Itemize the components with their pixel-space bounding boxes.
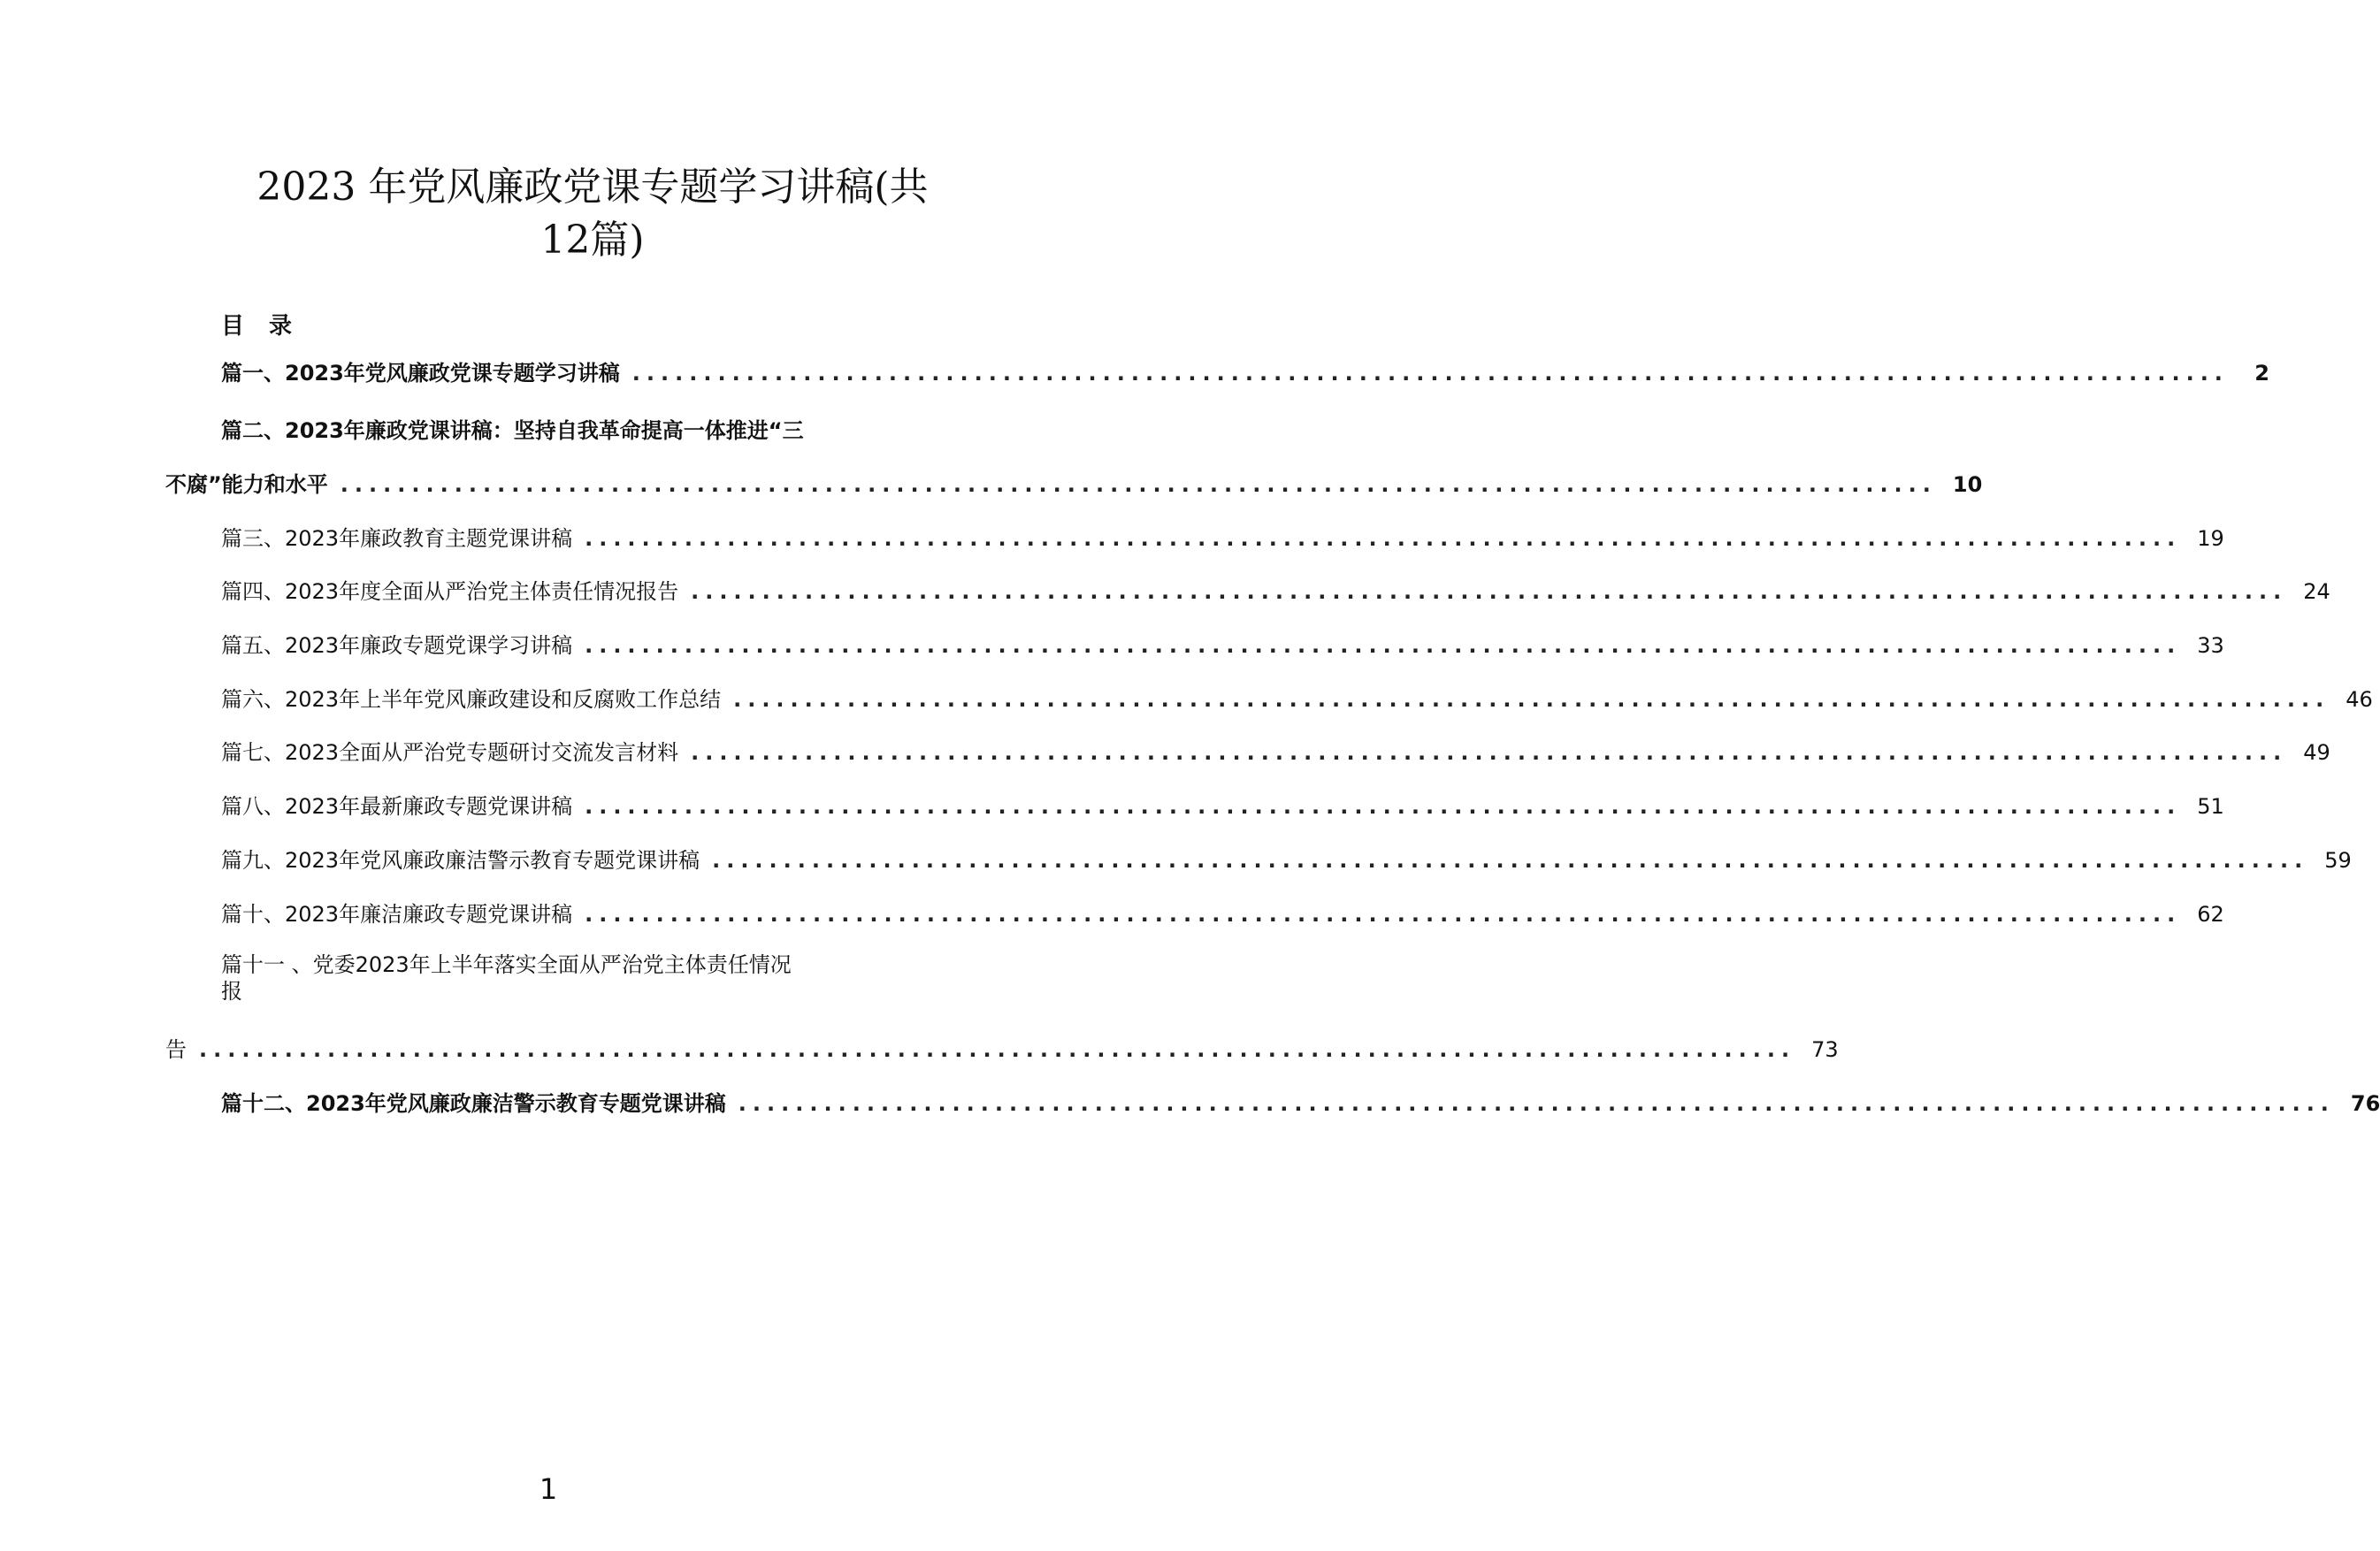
toc-heading: 目录 [221,313,318,340]
toc-leader-dots: ................................................................................................................ [585,794,2182,819]
toc-leader-dots: ................................................................................................................ [738,1091,2335,1116]
toc-item-8-text: 篇八、2023年最新廉政专题党课讲稿 [221,794,573,819]
toc-item-12-page: 76 [2350,1091,2380,1116]
toc-leader-dots: ................................................................................................................ [585,526,2182,551]
toc-item-8-page: 51 [2197,794,2224,819]
toc-item-2-page: 10 [1952,472,1983,497]
toc-item-5-page: 33 [2197,633,2224,658]
toc-item-5-text: 篇五、2023年廉政专题党课学习讲稿 [221,633,573,658]
toc-leader-dots: ................................................................................................................ [631,361,2229,386]
toc-item-6-text: 篇六、2023年上半年党风廉政建设和反腐败工作总结 [221,687,722,712]
toc-item-7-page: 49 [2303,740,2330,765]
toc-leader-dots: ................................................................................................................ [733,687,2330,712]
toc-item-9[interactable] [221,845,2352,875]
toc-item-10-page: 62 [2197,902,2224,927]
toc-item-4-page: 24 [2303,579,2330,604]
toc-item-2-text-line-2: 不腐”能力和水平 [165,472,328,497]
toc-item-12-text: 篇十二、2023年党风廉政廉洁警示教育专题党课讲稿 [221,1091,726,1116]
toc-item-3-page: 19 [2197,526,2224,551]
toc-item-12[interactable] [221,1089,2380,1119]
toc-item-9-page: 59 [2324,848,2352,873]
toc-item-9-text: 篇九、2023年党风廉政廉洁警示教育专题党课讲稿 [221,848,700,873]
toc-item-3[interactable] [221,523,2224,554]
toc-item-7[interactable] [221,737,2330,768]
toc-item-2-text-line-1: 篇二、2023年廉政党课讲稿：坚持自我革命提高一体推进“三 [221,418,804,443]
toc-item-10[interactable] [221,899,2224,929]
title-line-2: 12篇) [540,218,645,263]
toc-leader-dots: ................................................................................................................ [691,740,2288,765]
toc-item-7-text: 篇七、2023全面从严治党专题研讨交流发言材料 [221,740,679,765]
toc-item-11-page: 73 [1811,1037,1839,1062]
toc-item-11-text-line-1: 篇十一 、党委2023年上半年落实全面从严治党主体责任情况 [221,952,792,977]
toc-item-4[interactable] [221,577,2330,607]
toc-item-11-line-1[interactable] [221,951,792,978]
toc-item-1-text: 篇一、2023年党风廉政党课专题学习讲稿 [221,361,620,386]
document-title [239,161,946,267]
toc-item-6-page: 46 [2346,687,2373,712]
toc-item-6[interactable] [221,684,2373,714]
toc-item-8[interactable] [221,791,2224,821]
toc-item-11-text-line-3: 告 [165,1037,187,1062]
toc-leader-dots: ................................................................................................................ [585,633,2182,658]
toc-item-2[interactable] [165,470,1983,500]
toc-item-1-page: 2 [2254,361,2269,386]
toc-item-11[interactable] [165,1035,1839,1065]
toc-leader-dots: ................................................................................................................ [712,848,2309,873]
toc-leader-dots: ................................................................................................................ [199,1037,1796,1062]
toc-item-3-text: 篇三、2023年廉政教育主题党课讲稿 [221,526,573,551]
toc-leader-dots: ................................................................................................................ [340,472,1937,497]
toc-item-1[interactable] [221,358,2269,388]
toc-item-5[interactable] [221,630,2224,661]
title-line-1: 2023 年党风廉政党课专题学习讲稿(共 [256,164,929,210]
toc-leader-dots: ................................................................................................................ [585,902,2182,927]
toc-item-2-line-1[interactable] [221,416,804,446]
page-number: 1 [539,1472,558,1506]
toc-item-11-line-2 [221,978,242,1005]
toc-item-4-text: 篇四、2023年度全面从严治党主体责任情况报告 [221,579,679,604]
toc-item-10-text: 篇十、2023年廉洁廉政专题党课讲稿 [221,902,573,927]
toc-leader-dots: ................................................................................................................ [691,579,2288,604]
toc-item-11-text-line-2: 报 [221,979,242,1004]
